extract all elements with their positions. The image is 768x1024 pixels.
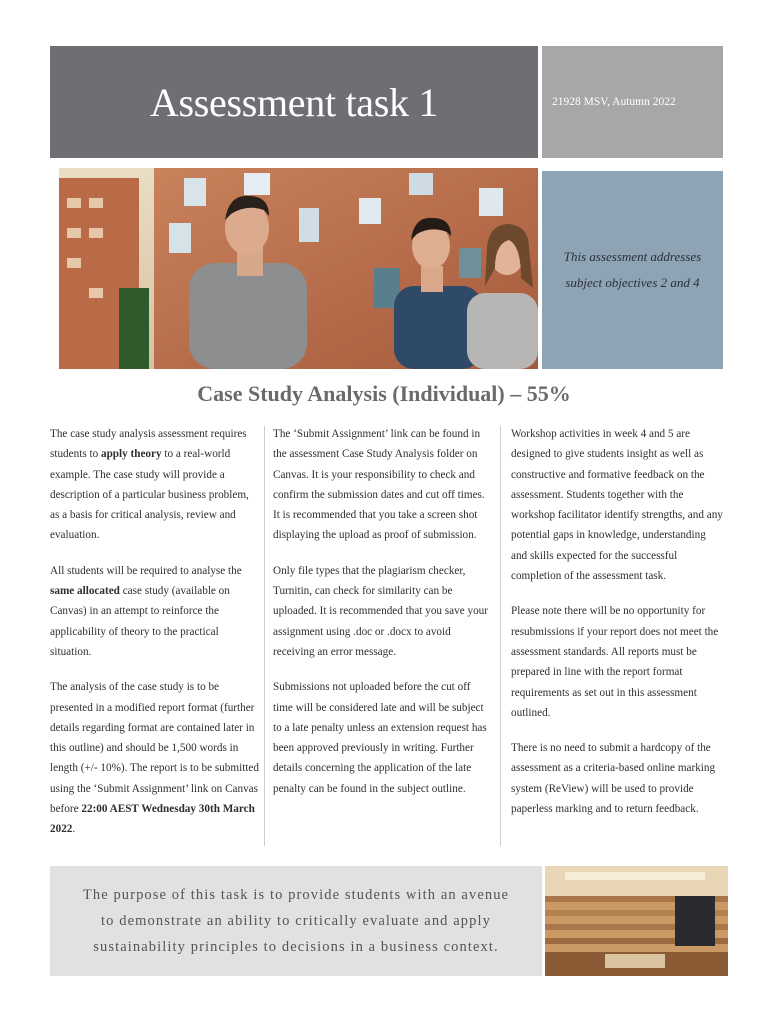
column-divider	[500, 426, 501, 846]
col1-paragraph-3: The analysis of the case study is to be presented in a modified report format (further details regarding format are contained later in this outline) and should be 1,500 words in length (+/- 10%). The report is to be submitted using the ‘Submit Assignment’ link on Canvas before 22:00 AEST Wednesday 30th March 2022.	[50, 681, 259, 836]
col2-paragraph-1: The ‘Submit Assignment’ link can be found in the assessment Case Study Analysis folder on Canvas. It is your responsibility to check and confirm the submission dates and cut off times. It is recommended that you take a screen shot displaying the upload as proof of submission.	[273, 428, 485, 542]
col3-paragraph-3: There is no need to submit a hardcopy of the assessment as a criteria-based online marking system (ReView) will be used to provide paperless marking and to return feedback.	[511, 742, 716, 816]
title-text: Assessment task 1	[149, 79, 439, 125]
col2-paragraph-3: Submissions not uploaded before the cut off time will be considered late and will be subject to a late penalty unless an extension request has been approved previously in writing. Further details concerning the application of the late penalty can be found in the subject outline.	[273, 681, 487, 795]
objectives-line-2: subject objectives 2 and 4	[565, 275, 700, 290]
column-1	[50, 424, 260, 855]
subject-code	[542, 46, 723, 158]
col3-paragraph-2: Please note there will be no opportunity for resubmissions if your report does not meet the assessment standards. All reports must be prepared in line with the report format requirements as set out in this assessment outlined.	[511, 605, 719, 719]
column-3	[511, 424, 723, 834]
students-photo	[59, 168, 538, 369]
lecture-theatre-photo	[545, 866, 728, 976]
column-divider	[264, 426, 265, 846]
purpose-text: The purpose of this task is to provide students with an avenue to demonstrate an ability to critically evaluate and apply sustainability principles to decisions in a business context.	[82, 887, 510, 955]
objectives-line-1: This assessment addresses	[563, 249, 702, 264]
subject-code-text: 21928 MSV, Autumn 2022	[552, 96, 676, 108]
col1-paragraph-1: The case study analysis assessment requires students to apply theory to a real-world example. The case study will provide a description of a particular business problem, as a basis for critical analysis, review and evaluation.	[50, 428, 249, 542]
col3-paragraph-1: Workshop activities in week 4 and 5 are designed to give students insight as well as constructive and formative feedback on the assessment. Students together with the workshop facilitator identify strengths, and any potential gaps in knowledge, understanding and skills expected for the successful completion of the assessment task.	[511, 428, 723, 583]
col1-paragraph-2: All students will be required to analyse the same allocated case study (available on Canvas) in an attempt to reinforce the applicability of theory to the practical situation.	[50, 564, 242, 658]
section-heading: Case Study Analysis (Individual) – 55%	[197, 381, 571, 406]
page-title	[50, 46, 538, 158]
objectives-box	[542, 171, 723, 369]
col2-paragraph-2: Only file types that the plagiarism checker, Turnitin, can check for similarity can be uploaded. It is recommended that you save your assignment using .doc or .docx to avoid receiving an error message.	[273, 564, 488, 658]
column-2	[273, 424, 491, 814]
purpose-statement	[50, 866, 542, 976]
